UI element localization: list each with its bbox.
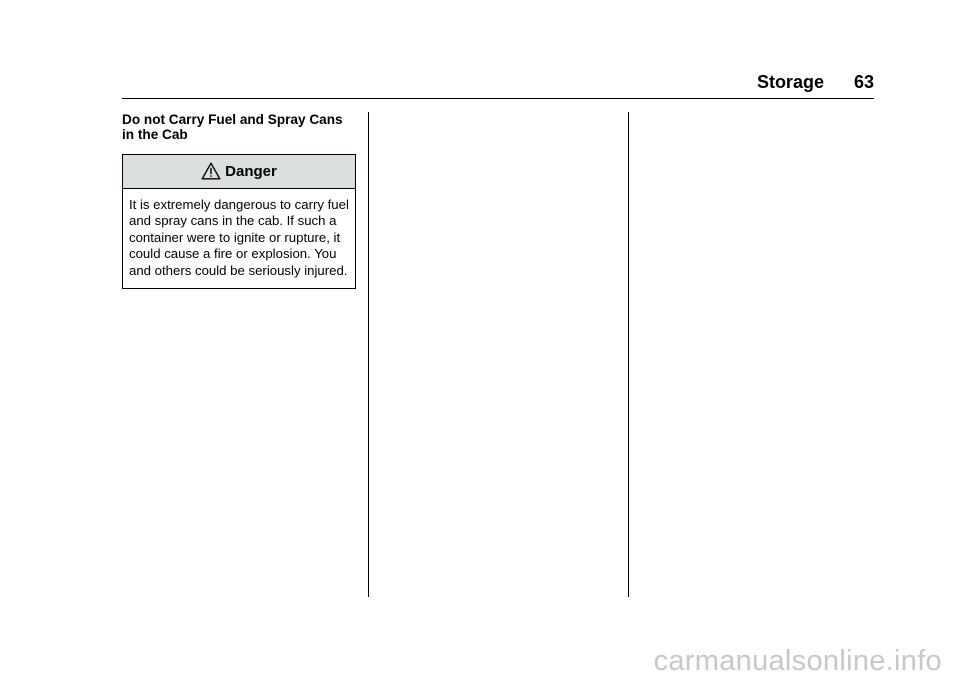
danger-box — [122, 154, 356, 289]
column-divider-2 — [628, 112, 629, 597]
column-divider-1 — [368, 112, 369, 597]
page-number: 63 — [853, 72, 874, 92]
running-header — [122, 72, 874, 94]
danger-text: It is extremely dangerous to carry fuel and spray cans in the cab. If such a container were to ignite or rupture, it could cause a fire or explosion. You and others could be seriously injured. — [129, 197, 349, 278]
warning-triangle-icon — [201, 162, 221, 180]
watermark: carmanualsonline.info — [653, 645, 942, 677]
danger-label: Danger — [225, 163, 277, 180]
section-name: Storage — [756, 72, 824, 92]
danger-header — [123, 155, 355, 189]
header-rule — [122, 98, 874, 99]
article-title: Do not Carry Fuel and Spray Cans in the Cab — [122, 112, 343, 142]
left-column — [122, 112, 356, 289]
